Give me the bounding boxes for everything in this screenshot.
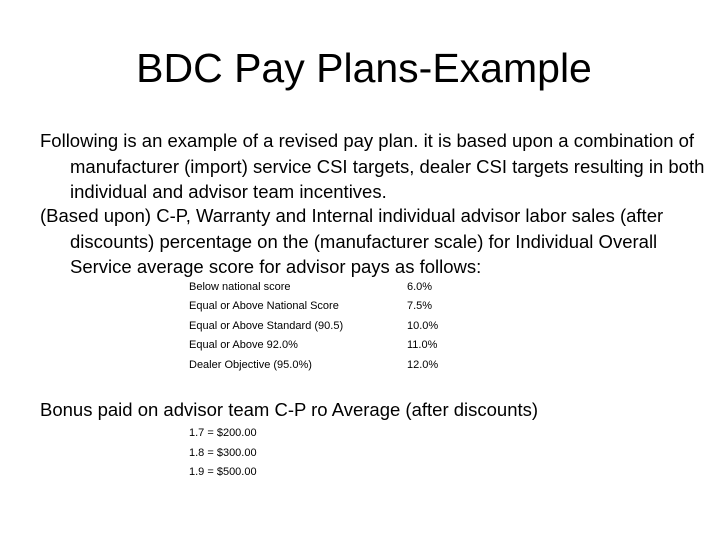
score-cell: Equal or Above National Score	[189, 300, 339, 313]
table-row	[189, 297, 467, 317]
percent-cell: 10.0%	[407, 319, 439, 332]
bonus-list	[189, 424, 257, 483]
percent-cell: 7.5%	[407, 300, 433, 313]
table-row	[189, 316, 467, 336]
list-item: 1.7 = $200.00	[189, 427, 257, 439]
rate-table	[189, 277, 467, 375]
table-row	[189, 277, 467, 297]
percent-cell: 11.0%	[407, 339, 438, 352]
percent-cell: 6.0%	[407, 280, 433, 293]
basis-paragraph: (Based upon) C-P, Warranty and Internal individual advisor labor sales (after discounts) percentage on the (manufacturer scale) for Individual Overall Service average score for advisor pays as follows:	[40, 205, 664, 277]
score-cell: Equal or Above 92.0%	[189, 339, 298, 352]
percent-cell: 12.0%	[407, 358, 439, 371]
score-cell: Dealer Objective (95.0%)	[189, 358, 312, 371]
intro-paragraph: Following is an example of a revised pay plan. it is based upon a combination of manufacturer (import) service CSI targets, dealer CSI targets resulting in both individual and advisor team incentives.	[40, 130, 705, 202]
list-item: 1.8 = $300.00	[189, 446, 257, 459]
score-cell: Below national score	[189, 280, 291, 293]
table-row	[189, 355, 467, 375]
slide-title: BDC Pay Plans-Example	[136, 45, 592, 91]
score-cell: Equal or Above Standard (90.5)	[189, 319, 344, 332]
list-item: 1.9 = $500.00	[189, 466, 257, 478]
table-row	[189, 336, 467, 356]
bonus-paragraph: Bonus paid on advisor team C-P ro Average (after discounts)	[40, 399, 539, 420]
